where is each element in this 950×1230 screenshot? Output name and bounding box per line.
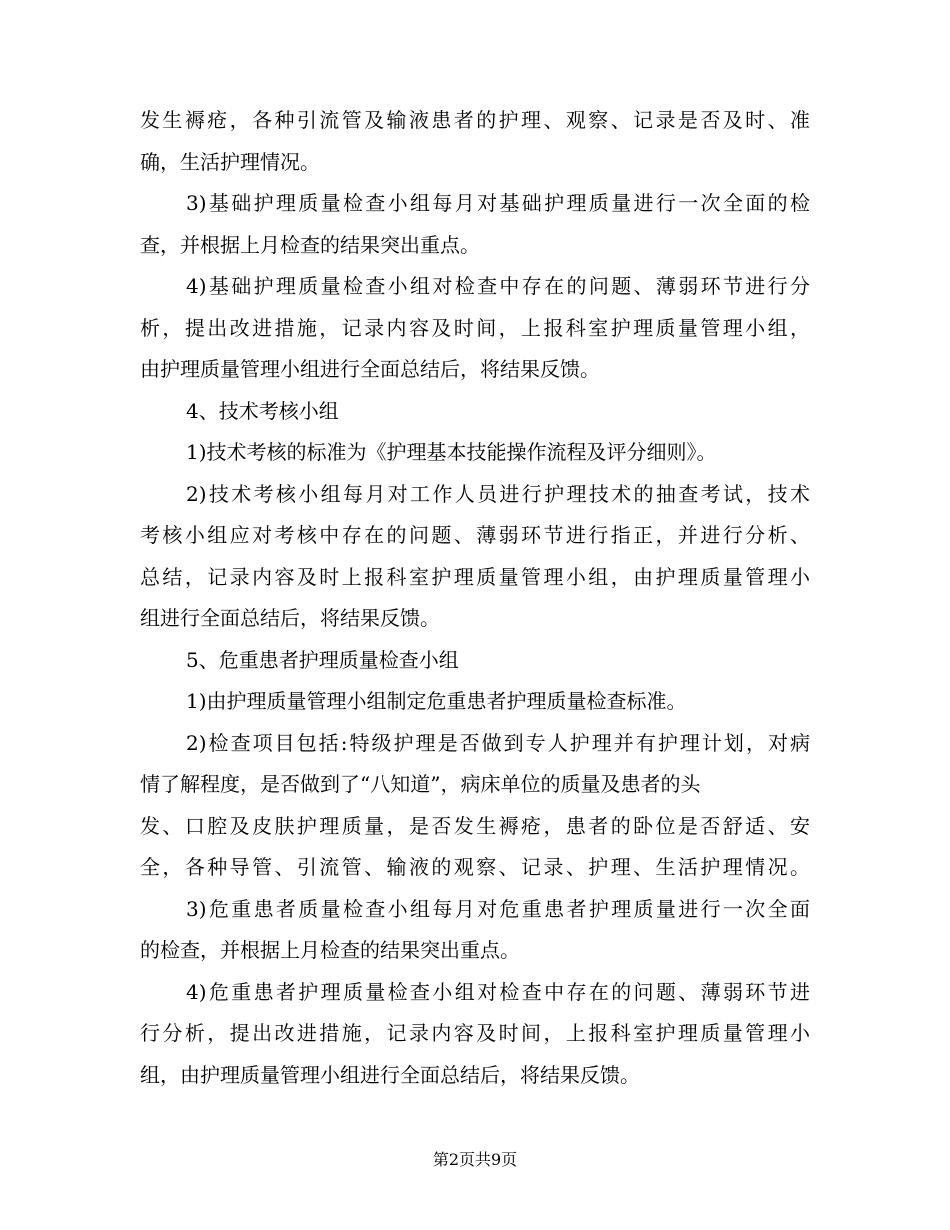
text-line: 确，生活护理情况。 bbox=[140, 149, 320, 174]
text-line: 1)技术考核的标准为《护理基本技能操作流程及评分细则》。 bbox=[186, 440, 717, 464]
text-line: 2)技术考核小组每月对工作人员进行护理技术的抽查考试，技术 bbox=[186, 481, 810, 506]
text-line: 组，由护理质量管理小组进行全面总结后，将结果反馈。 bbox=[140, 1062, 640, 1087]
text-line: 情了解程度，是否做到了“八知道”，病床单位的质量及患者的头 bbox=[140, 772, 701, 796]
page-footer: 第2页共9页 bbox=[432, 1150, 518, 1169]
text-line: 4)危重患者护理质量检查小组对检查中存在的问题、薄弱环节进 bbox=[186, 979, 810, 1004]
text-line: 析，提出改进措施，记录内容及时间，上报科室护理质量管理小组， bbox=[140, 315, 810, 340]
text-line: 发、口腔及皮肤护理质量，是否发生褥疮，患者的卧位是否舒适、安 bbox=[140, 813, 810, 838]
text-line: 查，并根据上月检查的结果突出重点。 bbox=[140, 232, 480, 257]
text-line: 总结，记录内容及时上报科室护理质量管理小组，由护理质量管理小 bbox=[140, 564, 810, 589]
text-line: 1)由护理质量管理小组制定危重患者护理质量检查标准。 bbox=[186, 689, 687, 713]
document-body bbox=[140, 100, 810, 1096]
text-line: 的检查，并根据上月检查的结果突出重点。 bbox=[140, 938, 520, 962]
text-line: 2)检查项目包括:特级护理是否做到专人护理并有护理计划，对病 bbox=[186, 730, 810, 755]
text-line: 行分析，提出改进措施，记录内容及时间，上报科室护理质量管理小 bbox=[140, 1021, 810, 1045]
text-line: 全，各种导管、引流管、输液的观察、记录、护理、生活护理情况。 bbox=[140, 855, 810, 879]
text-line: 由护理质量管理小组进行全面总结后，将结果反馈。 bbox=[140, 357, 600, 381]
text-line: 组进行全面总结后，将结果反馈。 bbox=[140, 606, 440, 630]
text-line: 4、技术考核小组 bbox=[186, 398, 339, 423]
text-line: 4)基础护理质量检查小组对检查中存在的问题、薄弱环节进行分 bbox=[186, 274, 810, 298]
text-line: 5、危重患者护理质量检查小组 bbox=[186, 647, 459, 672]
text-line: 考核小组应对考核中存在的问题、薄弱环节进行指正，并进行分析、 bbox=[140, 523, 810, 547]
text-line: 发生褥疮，各种引流管及输液患者的护理、观察、记录是否及时、准 bbox=[140, 108, 810, 132]
text-line: 3)基础护理质量检查小组每月对基础护理质量进行一次全面的检 bbox=[186, 191, 810, 215]
text-line: 3)危重患者质量检查小组每月对危重患者护理质量进行一次全面 bbox=[186, 896, 810, 921]
